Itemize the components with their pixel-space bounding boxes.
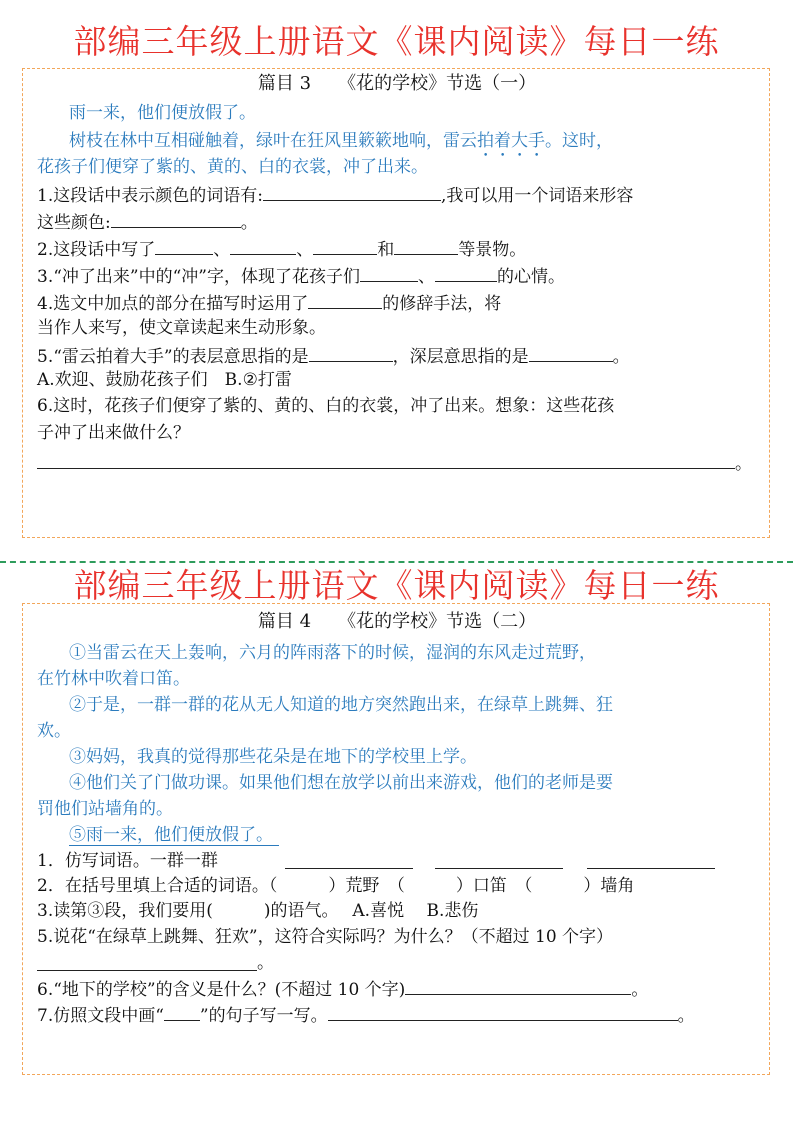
answer-blank[interactable]: [230, 236, 296, 255]
question-text: 、: [417, 267, 435, 287]
passage-line: 雨一来，他们便放假了。: [69, 103, 256, 123]
answer-blank[interactable]: [435, 868, 563, 869]
question-text: 1.这段话中表示颜色的词语有:: [37, 186, 263, 206]
passage-line: ②于是，一群一群的花从无人知道的地方突然跑出来，在绿草上跳舞、狂: [69, 695, 613, 715]
question-1: 1．仿写词语。一群一群: [37, 851, 218, 871]
worksheet-title: 部编三年级上册语文《课内阅读》每日一练: [73, 566, 720, 605]
answer-blank[interactable]: [435, 263, 497, 282]
question-3: 3.读第③段，我们要用( )的语气。 A.喜悦 B.悲伤: [37, 901, 479, 921]
question-text: 。: [631, 980, 649, 1000]
question-5: 5.说花“在绿草上跳舞、狂欢”，这符合实际吗？为什么？（不超过 10 个字）: [37, 927, 614, 947]
section-title: 篇目 3 《花的学校》节选（一）: [257, 73, 537, 94]
passage-line: ④他们关了门做功课。如果他们想在放学以前出来游戏，他们的老师是要: [69, 773, 613, 793]
question-text: 。: [612, 347, 630, 367]
question-text: ，深层意思指的是: [392, 347, 529, 367]
question-3: [37, 263, 565, 289]
passage-line: 罚他们站墙角的。: [37, 799, 173, 819]
answer-blank[interactable]: [405, 976, 631, 995]
question-text: 等景物。: [458, 240, 527, 260]
question-5: [37, 343, 630, 369]
answer-blank[interactable]: [328, 1002, 678, 1021]
question-text: 7.仿照文段中画“: [37, 1006, 164, 1026]
dotted-phrase: 拍着大手: [477, 131, 545, 151]
question-text: 、: [296, 240, 314, 260]
answer-blank[interactable]: [529, 343, 613, 362]
question-text: 2.这段话中写了: [37, 240, 156, 260]
question-text: 5.“雷云拍着大手”的表层意思指的是: [37, 347, 309, 367]
question-6: [37, 976, 648, 1002]
answer-blank[interactable]: [111, 209, 241, 228]
answer-blank[interactable]: [155, 236, 213, 255]
answer-period: 。: [735, 454, 752, 474]
question-text: 。: [677, 1006, 695, 1026]
question-6: 6.这时，花孩子们便穿了紫的、黄的、白的衣裳，冲了出来。想象：这些花孩: [37, 396, 615, 416]
exercise-box-1: [22, 68, 770, 538]
question-5-options: A.欢迎、鼓励花孩子们 B.②打雷: [37, 370, 292, 390]
underline-sample: [164, 1006, 200, 1021]
question-6-cont: 子冲了出来做什么？: [37, 423, 190, 443]
answer-blank[interactable]: [263, 182, 441, 201]
question-text: 的修辞手法，将: [382, 294, 502, 314]
answer-blank[interactable]: [587, 868, 715, 869]
answer-blank[interactable]: [308, 290, 382, 309]
question-text: ,我可以用一个词语来形容: [440, 186, 634, 206]
exercise-box-2: [22, 603, 770, 1075]
passage-line: [69, 823, 279, 847]
question-4-cont: 当作人来写，使文章读起来生动形象。: [37, 318, 326, 338]
question-text: 这些颜色:: [37, 213, 111, 233]
question-2: 2．在括号里填上合适的词语。（ ）荒野 （ ）口笛 （ ）墙角: [37, 876, 635, 896]
question-7: [37, 1002, 695, 1028]
question-text: 和: [377, 240, 395, 260]
question-4: [37, 290, 501, 316]
question-text: 、: [213, 240, 231, 260]
question-text: 4.选文中加点的部分在描写时运用了: [37, 294, 309, 314]
passage-line: ①当雷云在天上轰响，六月的阵雨落下的时候，湿润的东风走过荒野，: [69, 643, 596, 663]
answer-line[interactable]: [37, 970, 257, 971]
question-1-cont: [37, 209, 258, 235]
question-text: 的心情。: [496, 267, 565, 287]
question-text: ”的句子写一写。: [199, 1006, 328, 1026]
section-title: 篇目 4 《花的学校》节选（二）: [257, 611, 537, 632]
question-2: [37, 236, 526, 262]
page-divider: [0, 561, 793, 563]
worksheet-title: 部编三年级上册语文《课内阅读》每日一练: [73, 22, 720, 61]
passage-text: 。这时，: [545, 131, 613, 151]
answer-blank[interactable]: [309, 343, 393, 362]
answer-line[interactable]: [37, 468, 735, 469]
passage-line: 在竹林中吹着口笛。: [37, 669, 190, 689]
passage-text: 树枝在林中互相碰触着，绿叶在狂风里簌簌地响，雷云: [69, 131, 477, 151]
question-text: 3.“冲了出来”中的“冲”字，体现了花孩子们: [37, 267, 360, 287]
answer-blank[interactable]: [394, 236, 458, 255]
underlined-sentence: ⑤雨一来，他们便放假了。: [69, 825, 279, 846]
answer-blank[interactable]: [360, 263, 418, 282]
passage-line: ③妈妈，我真的觉得那些花朵是在地下的学校里上学。: [69, 747, 477, 767]
question-text: 6.“地下的学校”的含义是什么？(不超过 10 个字): [37, 980, 406, 1000]
answer-blank[interactable]: [313, 236, 377, 255]
question-text: 。: [240, 213, 258, 233]
question-1: [37, 182, 633, 208]
answer-blank[interactable]: [285, 868, 413, 869]
passage-line: 花孩子们便穿了紫的、黄的、白的衣裳，冲了出来。: [37, 157, 428, 177]
passage-line: 欢。: [37, 721, 71, 741]
answer-period: 。: [257, 953, 274, 973]
